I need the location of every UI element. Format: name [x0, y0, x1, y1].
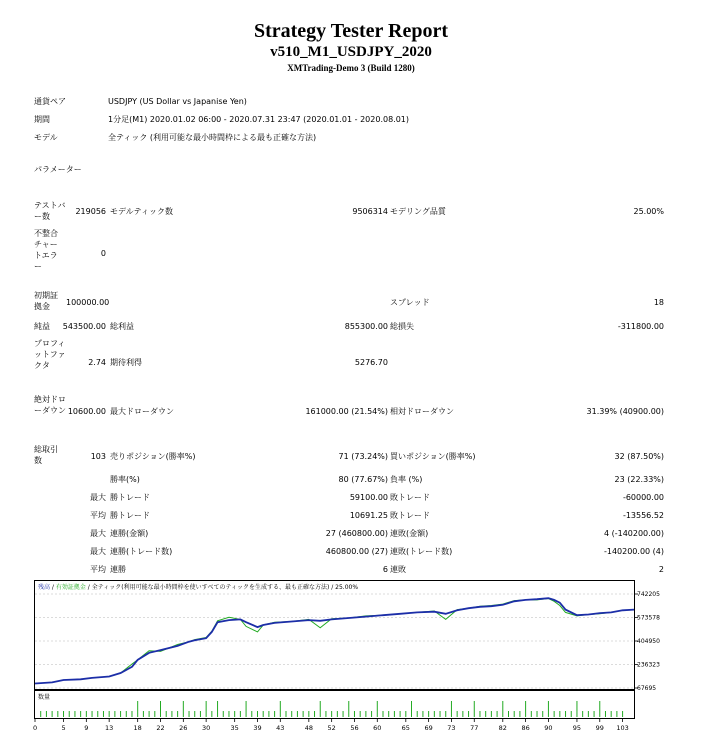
win-rate-label: 勝率(%): [110, 475, 140, 484]
y-tick-label: 236323: [637, 661, 660, 669]
consec-wins-amount-label: 連勝(金額): [110, 529, 149, 538]
short-positions-label: 売りポジション(勝率%): [110, 452, 196, 461]
largest-loss-value: -60000.00: [622, 493, 664, 502]
relative-drawdown-value: 31.39% (40900.00): [586, 407, 664, 416]
x-tick-label: 73: [447, 724, 456, 732]
y-tick-label: 67695: [637, 685, 657, 692]
consec-wins-amount-value: 27 (460800.00): [325, 529, 388, 538]
consec-losses-amount-value: 4 (-140200.00): [603, 529, 664, 538]
x-tick-label: 0: [32, 724, 38, 732]
model-label: モデル: [34, 133, 58, 142]
x-tick-label: 39: [253, 724, 262, 732]
profit-factor-label: プロフィットファクタ: [34, 339, 66, 370]
largest-loss-label: 敗トレード: [390, 493, 430, 502]
x-tick-label: 56: [350, 724, 359, 732]
consec-losses-amount-label: 連敗(金額): [390, 529, 429, 538]
pair-value: USDJPY (US Dollar vs Japanise Yen): [108, 97, 247, 106]
relative-drawdown-label: 相対ドローダウン: [390, 407, 454, 416]
period-label: 期間: [34, 115, 50, 124]
parameters-label: パラメーター: [34, 165, 82, 174]
x-tick-label: 77: [470, 724, 479, 732]
loss-rate-label: 負率 (%): [390, 475, 423, 484]
gross-loss-label: 総損失: [390, 322, 414, 331]
legend-description: / 全ティック(利用可能な最小時間枠を使いすべてのティックを生成する、最も正確な方法) / 25.00%: [85, 584, 359, 591]
avg-consec-wins-label: 連勝: [110, 565, 126, 574]
x-tick-label: 43: [276, 724, 285, 732]
gross-profit-value: 855300.00: [344, 322, 388, 331]
long-positions-label: 買いポジション(勝率%): [390, 452, 476, 461]
legend-balance: 残高: [38, 584, 51, 591]
long-positions-value: 32 (87.50%): [614, 452, 664, 461]
x-tick-label: 65: [401, 724, 410, 732]
x-tick-label: 22: [156, 724, 165, 732]
max-drawdown-value: 161000.00 (21.54%): [305, 407, 388, 416]
consec-wins-trades-value: 460800.00 (27): [325, 547, 388, 556]
max-consec-trades-prefix: 最大: [90, 547, 106, 556]
average-prefix: 平均: [90, 511, 106, 520]
net-profit-label: 純益: [34, 322, 50, 331]
x-tick-label: 9: [84, 724, 89, 732]
model-ticks-label: モデルティック数: [110, 207, 173, 216]
initial-deposit-value: 100000.00: [66, 298, 110, 307]
volume-plot-frame: [35, 691, 635, 719]
x-tick-label: 99: [595, 724, 604, 732]
x-tick-label: 86: [521, 724, 530, 732]
y-tick-label: 573578: [637, 614, 660, 622]
x-tick-label: 26: [179, 724, 188, 732]
test-bars-label: テストバー数: [34, 201, 66, 221]
balance-chart: [34, 580, 666, 750]
win-rate-value: 80 (77.67%): [338, 475, 388, 484]
mismatch-label: 不整合チャートエラー: [34, 229, 58, 271]
legend-separator: /: [50, 584, 56, 591]
pair-label: 通貨ペア: [34, 97, 66, 106]
gross-profit-label: 総利益: [110, 322, 134, 331]
gross-loss-value: -311800.00: [617, 322, 664, 331]
x-tick-label: 95: [572, 724, 582, 732]
y-tick-label: 404950: [637, 638, 660, 645]
account-info: XMTrading-Demo 3 (Build 1280): [287, 63, 415, 73]
x-tick-label: 18: [133, 724, 142, 732]
profit-factor-value: 2.74: [88, 358, 106, 367]
mismatch-value: 0: [100, 249, 106, 258]
initial-deposit-label: 初期証拠金: [34, 291, 58, 311]
period-value: 1分足(M1) 2020.01.02 06:00 - 2020.07.31 23:47 (2020.01.01 - 2020.08.01): [108, 115, 410, 124]
x-tick-label: 69: [424, 724, 433, 732]
legend-equity: 有効証拠金: [55, 584, 86, 591]
x-tick-label: 90: [544, 724, 553, 732]
loss-rate-value: 23 (22.33%): [614, 475, 664, 484]
avg-consec-losses-value: 2: [658, 565, 664, 574]
report-title: Strategy Tester Report: [253, 20, 449, 42]
absolute-drawdown-value: 10600.00: [67, 407, 106, 416]
avg-consec-wins-value: 6: [382, 565, 388, 574]
x-tick-label: 48: [304, 724, 313, 732]
volume-label: 数量: [38, 694, 51, 701]
average-win-value: 10691.25: [349, 511, 388, 520]
consec-losses-trades-value: -140200.00 (4): [603, 547, 664, 556]
modeling-quality-value: 25.00%: [633, 207, 664, 216]
x-tick-label: 5: [61, 724, 66, 732]
consec-losses-trades-label: 連敗(トレード数): [390, 547, 453, 556]
short-positions-value: 71 (73.24%): [338, 452, 388, 461]
x-tick-label: 103: [616, 724, 629, 732]
avg-consec-losses-label: 連敗: [390, 565, 406, 574]
test-bars-value: 219056: [75, 207, 106, 216]
model-ticks-value: 9506314: [352, 207, 388, 216]
x-tick-label: 13: [105, 724, 114, 732]
y-tick-label: 742205: [637, 591, 660, 598]
chart-plot-frame: [35, 581, 635, 690]
max-drawdown-label: 最大ドローダウン: [110, 407, 174, 416]
x-tick-label: 82: [498, 724, 507, 732]
largest-win-label: 勝トレード: [110, 493, 150, 502]
average-win-label: 勝トレード: [110, 511, 150, 520]
x-tick-label: 30: [202, 724, 211, 732]
chart-legend: [38, 583, 358, 591]
average-loss-value: -13556.52: [622, 511, 664, 520]
report-subtitle: v510_M1_USDJPY_2020: [270, 44, 432, 60]
largest-prefix: 最大: [90, 493, 106, 502]
absolute-drawdown-label: 絶対ドローダウン: [34, 395, 66, 415]
largest-win-value: 59100.00: [349, 493, 388, 502]
spread-value: 18: [653, 298, 664, 307]
net-profit-value: 543500.00: [62, 322, 106, 331]
spread-label: スプレッド: [390, 298, 430, 307]
x-tick-label: 52: [327, 724, 336, 732]
average-consec-prefix: 平均: [90, 565, 106, 574]
model-value: 全ティック (利用可能な最小時間枠による最も正確な方法): [108, 133, 317, 142]
total-trades-value: 103: [90, 452, 106, 461]
x-tick-label: 60: [373, 724, 382, 732]
modeling-quality-label: モデリング品質: [390, 207, 446, 216]
consec-wins-trades-label: 連勝(トレード数): [110, 547, 173, 556]
expected-payoff-value: 5276.70: [354, 358, 388, 367]
x-tick-label: 35: [230, 724, 239, 732]
max-consec-amount-prefix: 最大: [90, 529, 106, 538]
expected-payoff-label: 期待利得: [110, 358, 142, 367]
average-loss-label: 敗トレード: [390, 511, 430, 520]
total-trades-label: 総取引数: [34, 445, 58, 465]
